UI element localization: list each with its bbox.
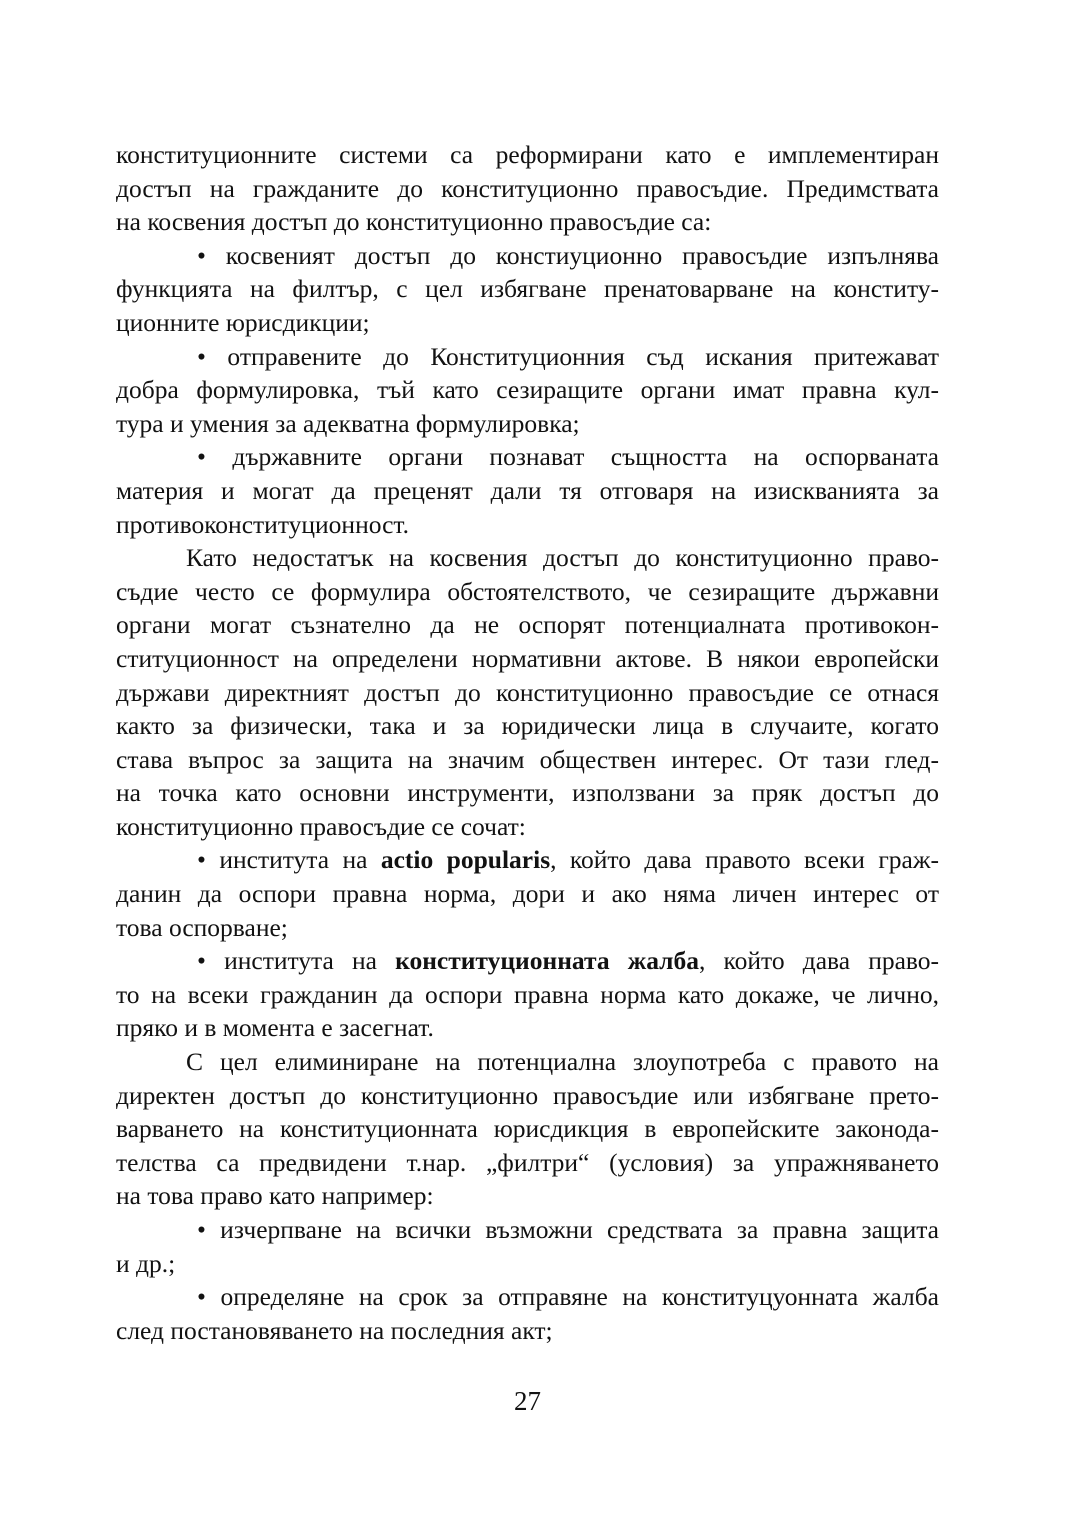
text-line: С цел елиминиране на потенциална злоупотреба с правото на — [186, 1047, 939, 1077]
text-line: и др.; — [116, 1248, 176, 1278]
text-line: става въпрос за защита на значим обществен интерес. От тази глед- — [116, 744, 939, 774]
text-line: • държавните органи познават същността на оспорваната — [197, 442, 939, 472]
text-line: телства са предвидени т.нар. „филтри“ (условия) за упражняването — [116, 1147, 939, 1177]
page-number: 27 — [514, 1386, 541, 1416]
paragraph — [116, 138, 939, 239]
bold-term: actio popularis — [380, 845, 551, 875]
text-line: достъп на гражданите до конституционно правосъдие. Предимствата — [116, 173, 939, 203]
text-line: държави директният достъп до конституционно правосъдие се отнася — [116, 677, 939, 707]
text-line: пряко и в момента е засегнат. — [116, 1013, 434, 1043]
page-text — [116, 138, 939, 1347]
text-line: конституционните системи са реформирани като е имплементиран — [116, 140, 939, 169]
text-line: както за физически, така и за юридически лица в случаите, когато — [116, 711, 939, 741]
text-line: конституционно правосъдие се сочат: — [116, 811, 526, 841]
bullet-item — [116, 944, 939, 1045]
text-line: на точка като основни инструменти, използвани за пряк достъп до — [116, 778, 939, 808]
bullet-item — [116, 843, 939, 944]
text-line: • изчерпване на всички възможни средствата за правна защита — [197, 1215, 939, 1244]
bullet-item — [116, 1213, 939, 1280]
bullet-item — [116, 1280, 939, 1347]
text-line: добра формулировка, тъй като сезиращите органи имат правна кул- — [116, 375, 939, 405]
text-line: функцията на филтър, с цел избягване пренатоварване на конститу- — [116, 274, 939, 304]
bullet-item — [116, 239, 939, 340]
text-line: директен достъп до конституционно правосъдие или избягване прето- — [116, 1080, 939, 1110]
text-line: • косвеният достъп до констиуционно правосъдие изпълнява — [197, 240, 939, 270]
text-line: ституционност на определени нормативни актове. В някои европейски — [116, 643, 939, 673]
bold-term: конституционната жалба — [395, 946, 699, 976]
paragraph — [116, 1045, 939, 1213]
text-line: то на всеки гражданин да оспори правна норма като докаже, че лично, — [116, 979, 939, 1009]
bullet-item — [116, 440, 939, 541]
text-line: на това право като например: — [116, 1181, 434, 1211]
bullet-item — [116, 340, 939, 441]
text-line: след постановяването на последния акт; — [116, 1315, 553, 1345]
text-line: органи могат съзнателно да не оспорят потенциалната противокон- — [116, 610, 939, 640]
text-line: съдие често се формулира обстоятелството, че сезиращите държавни — [116, 576, 939, 606]
text-line: ционните юрисдикции; — [116, 307, 370, 337]
text-line: данин да оспори правна норма, дори и ако няма личен интерес от — [116, 879, 939, 909]
text-line: това оспорване; — [116, 912, 288, 942]
text-line: противоконституционност. — [116, 509, 410, 539]
text-line: Като недостатък на косвения достъп до конституционно право- — [186, 543, 939, 573]
text-line: • определяне на срок за отправяне на конституцуонната жалба — [197, 1282, 939, 1312]
paragraph — [116, 541, 939, 843]
text-line: • института на конституционната жалба, който дава право- — [197, 946, 940, 976]
text-line: варването на конституционната юрисдикция в европейските законода- — [116, 1114, 939, 1144]
text-line: материя и могат да преценят дали тя отговаря на изискванията за — [116, 475, 939, 505]
text-line: • института на actio popularis, който дава правото всеки граж- — [197, 845, 939, 875]
text-line: • отправените до Конституционния съд искания притежават — [197, 341, 939, 371]
text-line: на косвения достъп до конституционно правосъдие са: — [116, 207, 712, 237]
text-line: тура и умения за адекватна формулировка; — [116, 408, 580, 438]
